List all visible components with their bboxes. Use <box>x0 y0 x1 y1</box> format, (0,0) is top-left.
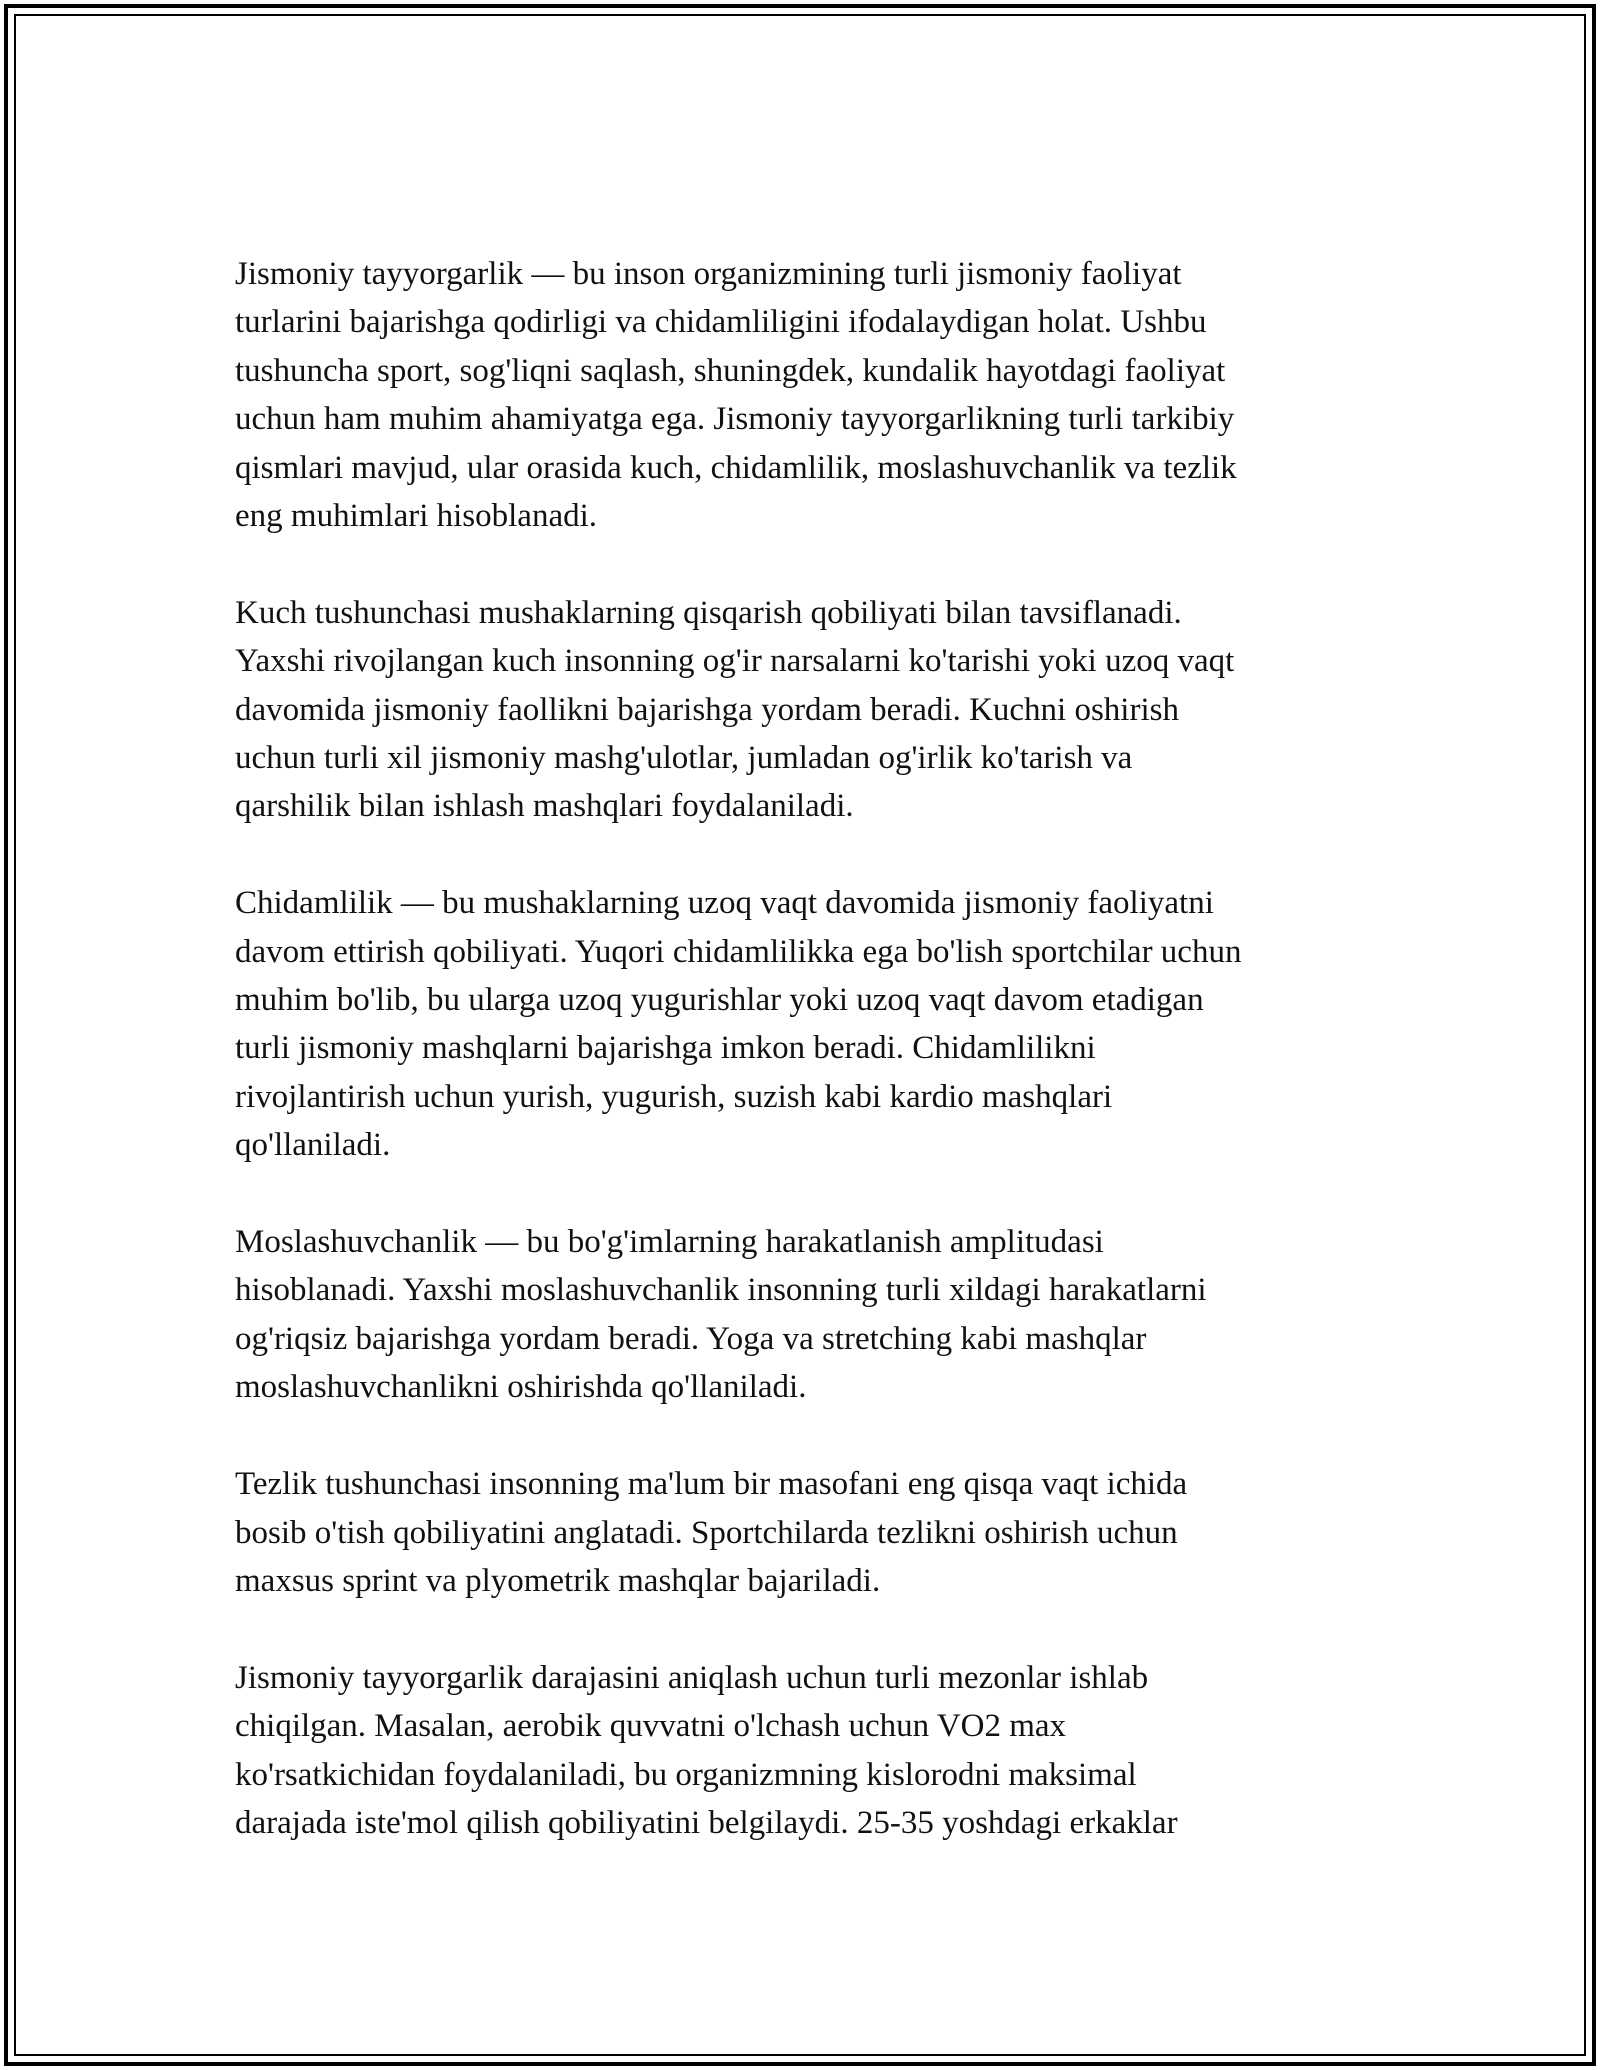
text-line: uchun turli xil jismoniy mashg'ulotlar, jumladan og'irlik ko'tarish va <box>235 740 1133 777</box>
text-line: muhim bo'lib, bu ularga uzoq yugurishlar yoki uzoq vaqt davom etadigan <box>235 982 1204 1019</box>
paragraph-3 <box>235 879 1375 1169</box>
text-line: chiqilgan. Masalan, aerobik quvvatni o'lchash uchun VO2 max <box>235 1708 1067 1745</box>
text-line: davom ettirish qobiliyati. Yuqori chidamlilikka ega bo'lish sportchilar uchun <box>235 933 1242 970</box>
text-line: Chidamlilik — bu mushaklarning uzoq vaqt davomida jismoniy faoliyatni <box>235 885 1214 922</box>
text-line: Yaxshi rivojlangan kuch insonning og'ir narsalarni ko'tarishi yoki uzoq vaqt <box>235 643 1235 680</box>
text-line: moslashuvchanlikni oshirishda qo'llaniladi. <box>235 1369 807 1406</box>
text-line: Kuch tushunchasi mushaklarning qisqarish qobiliyati bilan tavsiflanadi. <box>235 594 1182 631</box>
paragraph-4 <box>235 1218 1375 1412</box>
text-line: eng muhimlari hisoblanadi. <box>235 498 598 535</box>
text-line: qismlari mavjud, ular orasida kuch, chidamlilik, moslashuvchanlik va tezlik <box>235 449 1237 486</box>
paragraph-1 <box>235 250 1375 540</box>
text-line: davomida jismoniy faollikni bajarishga yordam beradi. Kuchni oshirish <box>235 691 1179 728</box>
text-line: maxsus sprint va plyometrik mashqlar bajariladi. <box>235 1562 881 1599</box>
text-line: tushuncha sport, sog'liqni saqlash, shuningdek, kundalik hayotdagi faoliyat <box>235 352 1226 389</box>
paragraph-5 <box>235 1460 1375 1605</box>
text-line: Jismoniy tayyorgarlik — bu inson organizmining turli jismoniy faoliyat <box>235 256 1182 292</box>
paragraph-6 <box>235 1654 1375 1848</box>
text-line: ko'rsatkichidan foydalaniladi, bu organizmning kislorodni maksimal <box>235 1756 1137 1793</box>
text-line: Tezlik tushunchasi insonning ma'lum bir masofani eng qisqa vaqt ichida <box>235 1466 1188 1503</box>
document-body <box>235 250 1375 1896</box>
text-line: darajada iste'mol qilish qobiliyatini belgilaydi. 25-35 yoshdagi erkaklar <box>235 1804 1178 1841</box>
text-line: hisoblanadi. Yaxshi moslashuvchanlik insonning turli xildagi harakatlarni <box>235 1272 1207 1309</box>
text-line: Jismoniy tayyorgarlik darajasini aniqlash uchun turli mezonlar ishlab <box>235 1659 1149 1696</box>
text-line: rivojlantirish uchun yurish, yugurish, suzish kabi kardio mashqlari <box>235 1078 1113 1115</box>
text-line: bosib o'tish qobiliyatini anglatadi. Sportchilarda tezlikni oshirish uchun <box>235 1514 1178 1551</box>
text-line: qarshilik bilan ishlash mashqlari foydalaniladi. <box>235 788 854 825</box>
paragraph-2 <box>235 589 1375 831</box>
text-line: qo'llaniladi. <box>235 1127 391 1164</box>
text-line: turli jismoniy mashqlarni bajarishga imkon beradi. Chidamlilikni <box>235 1030 1096 1067</box>
text-line: turlarini bajarishga qodirligi va chidamliligini ifodalaydigan holat. Ushbu <box>235 304 1207 341</box>
text-line: og'riqsiz bajarishga yordam beradi. Yoga va stretching kabi mashqlar <box>235 1320 1147 1357</box>
text-line: uchun ham muhim ahamiyatga ega. Jismoniy tayyorgarlikning turli tarkibiy <box>235 401 1235 438</box>
text-line: Moslashuvchanlik — bu bo'g'imlarning harakatlanish amplitudasi <box>235 1224 1104 1261</box>
